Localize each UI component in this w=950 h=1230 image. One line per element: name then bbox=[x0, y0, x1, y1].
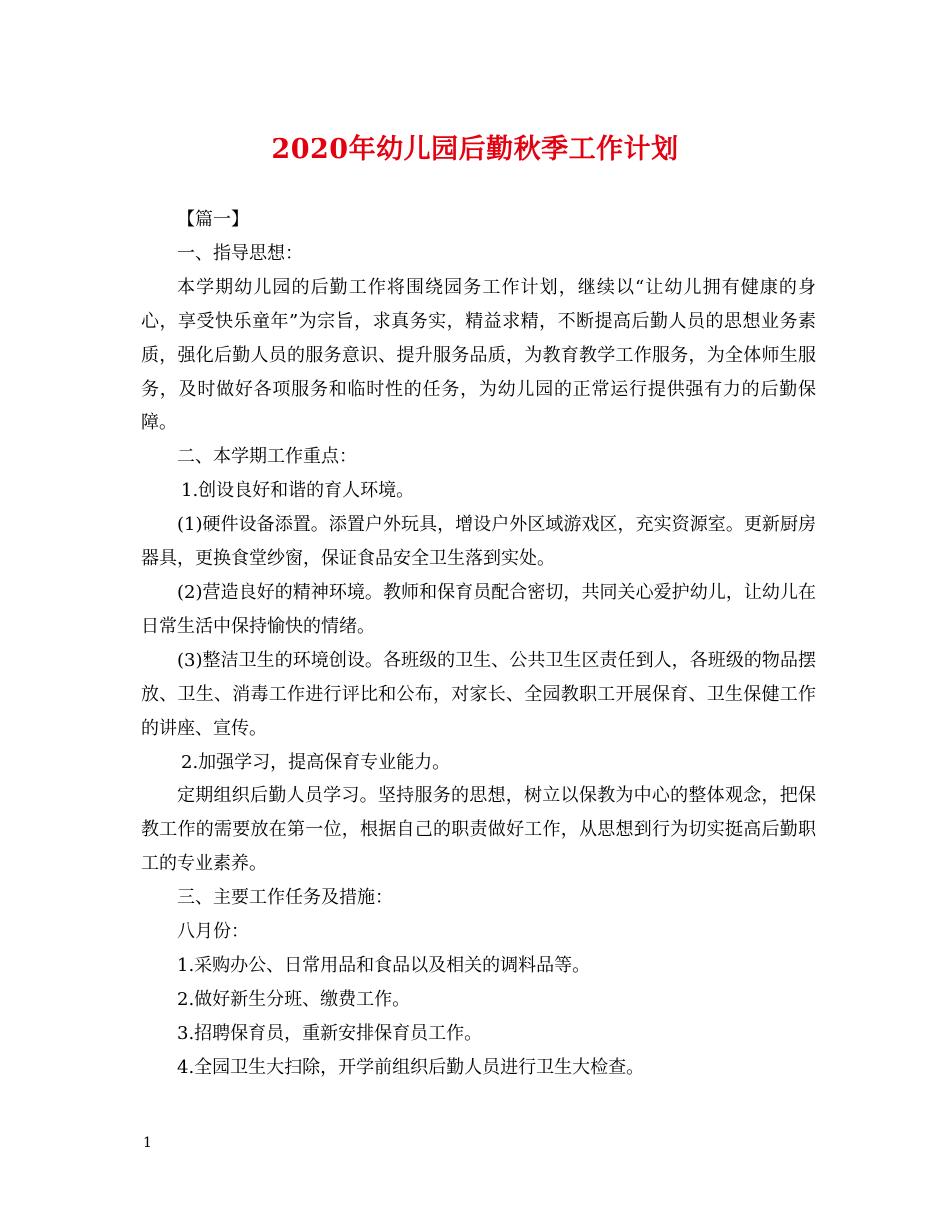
paragraph-spirit-environment: (2)营造良好的精神环境。教师和保育员配合密切，共同关心爱护幼儿，让幼儿在日常生活中保持愉快的情绪。 bbox=[141, 581, 816, 637]
heading-guiding-ideology: 一、指导思想： bbox=[177, 242, 303, 264]
paragraph-study: 定期组织后勤人员学习。坚持服务的思想，树立以保教为中心的整体观念，把保教工作的需要放在第一位，根据自己的职责做好工作，从思想到行为切实挺高后勤职工的专业素养。 bbox=[141, 785, 816, 875]
heading-main-tasks: 三、主要工作任务及措施： bbox=[177, 887, 393, 909]
page-number: 1 bbox=[143, 1135, 152, 1151]
document-title: 2020年幼儿园后勤秋季工作计划 bbox=[271, 134, 679, 165]
paragraph-hardware: (1)硬件设备添置。添置户外玩具，增设户外区域游戏区，充实资源室。更新厨房器具，更换食堂纱窗，保证食品安全卫生落到实处。 bbox=[141, 514, 816, 570]
paragraph-guiding-ideology: 本学期幼儿园的后勤工作将围绕园务工作计划，继续以“让幼儿拥有健康的身心，享受快乐童年”为宗旨，求真务实，精益求精，不断提高后勤人员的思想业务素质，强化后勤人员的服务意识、提升服务品质，为教育教学工作服务，为全体师生服务，及时做好各项服务和临时性的任务，为幼儿园的正常运行提供强有力的后勤保障。 bbox=[141, 276, 816, 434]
document-body bbox=[141, 203, 816, 1085]
section-label: 【篇一】 bbox=[177, 209, 249, 230]
heading-work-focus: 二、本学期工作重点： bbox=[177, 446, 357, 468]
item-environment: 1.创设良好和谐的育人环境。 bbox=[181, 480, 415, 502]
list-item: 4.全园卫生大扫除，开学前组织后勤人员进行卫生大检查。 bbox=[177, 1056, 645, 1078]
item-study: 2.加强学习，提高保育专业能力。 bbox=[181, 751, 451, 773]
list-item: 2.做好新生分班、缴费工作。 bbox=[177, 988, 411, 1010]
paragraph-hygiene: (3)整洁卫生的环境创设。各班级的卫生、公共卫生区责任到人，各班级的物品摆放、卫生、消毒工作进行评比和公布，对家长、全园教职工开展保育、卫生保健工作的讲座、宣传。 bbox=[141, 649, 816, 739]
heading-august: 八月份： bbox=[177, 921, 249, 943]
list-item: 1.采购办公、日常用品和食品以及相关的调料品等。 bbox=[177, 954, 591, 976]
list-item: 3.招聘保育员，重新安排保育员工作。 bbox=[177, 1022, 483, 1044]
